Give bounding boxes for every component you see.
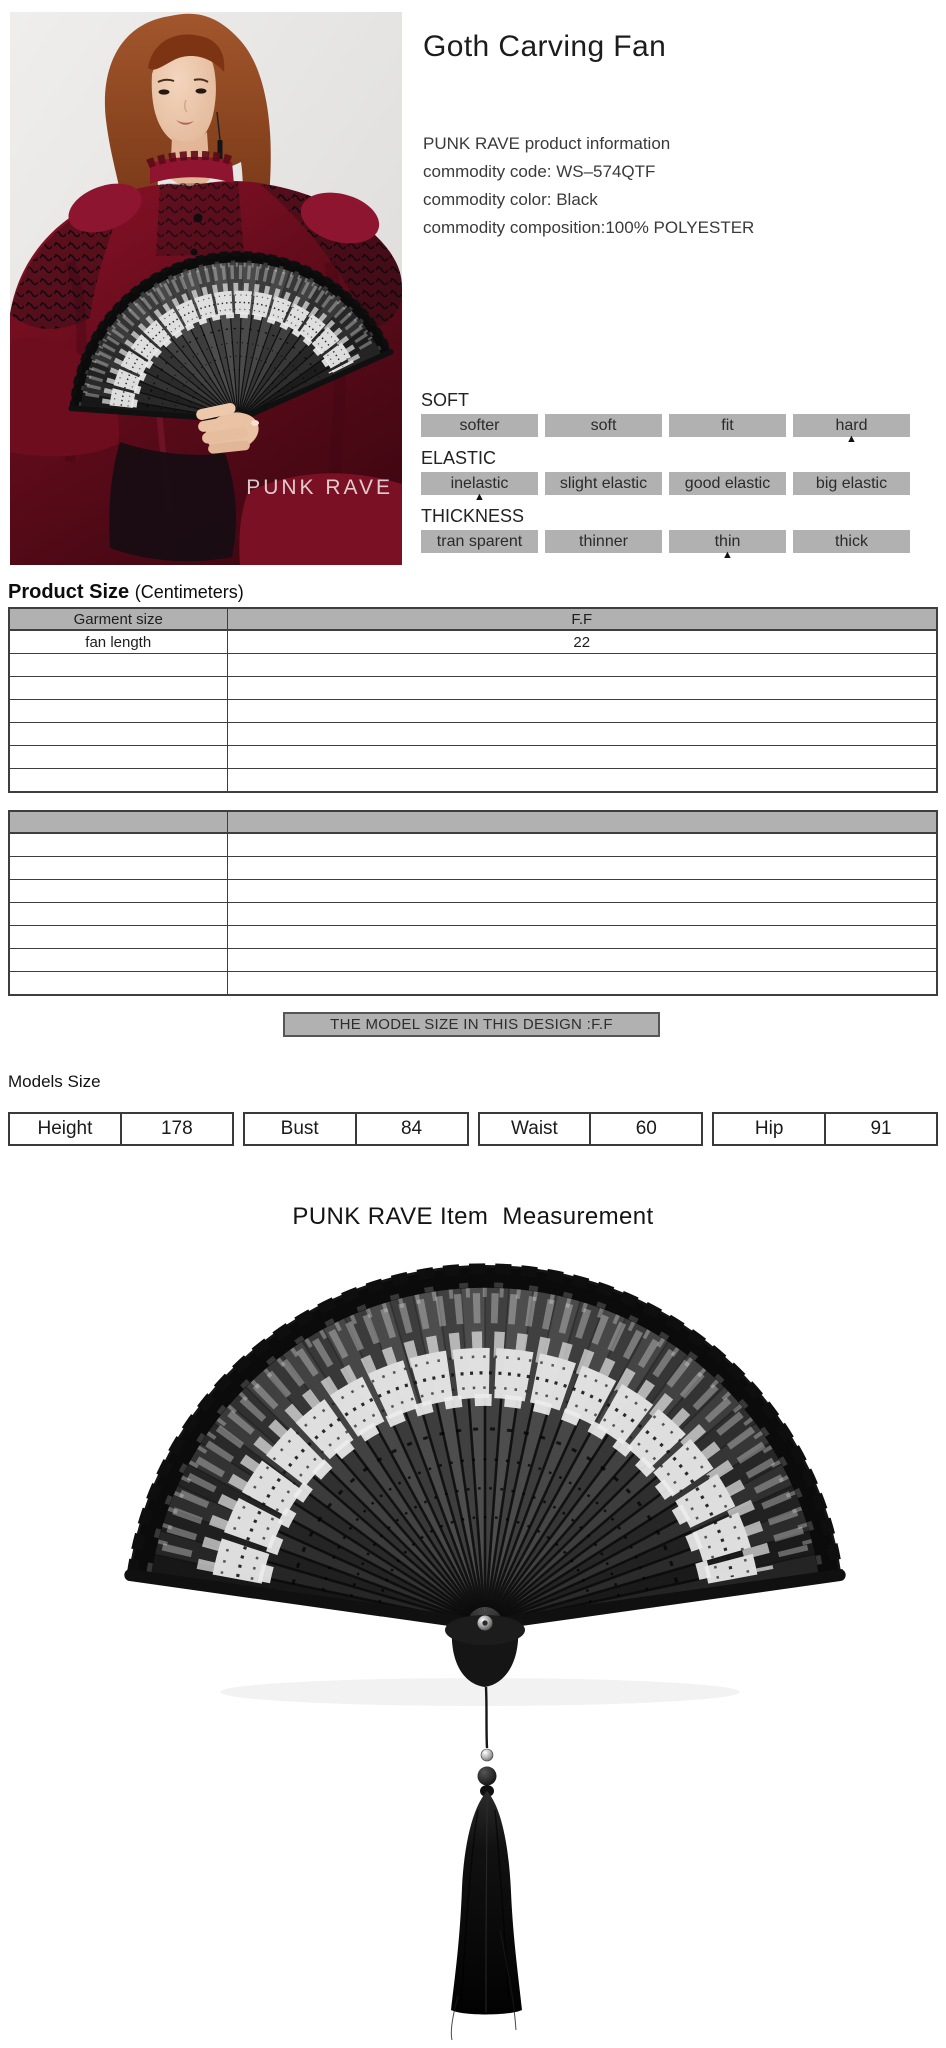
size-table-header-cell <box>227 811 937 833</box>
size-table-cell <box>227 654 937 677</box>
eye <box>159 89 170 94</box>
attribute-label: SOFT <box>421 390 469 410</box>
size-section-title <box>8 581 244 604</box>
button <box>194 214 203 223</box>
size-table-row <box>9 857 937 880</box>
size-table-cell <box>9 769 227 793</box>
attribute-option: thick <box>793 530 910 553</box>
selected-level-marker-icon: ▲ <box>846 433 857 445</box>
size-table-row <box>9 654 937 677</box>
model-measure-value: 60 <box>635 1118 657 1139</box>
button <box>191 249 198 256</box>
size-table-cell <box>9 880 227 903</box>
size-table-cell <box>227 903 937 926</box>
selected-level-marker-icon: ▲ <box>474 491 485 503</box>
attribute-option: slight elastic <box>545 472 662 495</box>
size-table-row <box>9 903 937 926</box>
selected-level-marker-icon: ▲ <box>722 549 733 561</box>
model-measure-label: Bust <box>245 1114 357 1144</box>
product-size-table <box>8 607 938 793</box>
attribute-option: inelastic <box>421 472 538 495</box>
size-table-cell <box>9 677 227 700</box>
attribute-scale-row <box>421 472 910 495</box>
attribute-marker-row <box>421 491 910 506</box>
attribute-label: ELASTIC <box>421 448 497 468</box>
models-size-table <box>8 1112 938 1146</box>
attribute-marker-row <box>421 433 910 448</box>
size-table-row <box>9 833 937 857</box>
measurement-title: PUNK RAVE Item Measurement <box>292 1203 654 1230</box>
model-photo <box>10 12 402 565</box>
size-table-cell <box>9 949 227 972</box>
attribute-option: fit <box>669 414 786 437</box>
attribute-option: thinner <box>545 530 662 553</box>
size-table-header-cell: F.F <box>227 608 937 630</box>
eye <box>196 88 207 93</box>
secondary-size-table <box>8 810 938 996</box>
model-measure-value: 84 <box>400 1118 423 1139</box>
size-table-row <box>9 700 937 723</box>
product-info-line: commodity code: WS–574QTF <box>423 162 656 181</box>
attribute-option: softer <box>421 414 538 437</box>
model-measure-group <box>8 1112 234 1146</box>
size-title-main: Product Size <box>8 581 130 603</box>
size-table-row <box>9 746 937 769</box>
attribute-option: tran sparent <box>421 530 538 553</box>
size-table-cell <box>9 723 227 746</box>
attribute-label: THICKNESS <box>421 506 525 526</box>
product-info-line: commodity color: Black <box>423 190 598 209</box>
size-table-cell <box>9 746 227 769</box>
fan-measurement-figure <box>0 1240 946 2048</box>
size-table-cell <box>227 926 937 949</box>
fan-product-art <box>0 1240 946 2048</box>
model-measure-value: 91 <box>870 1118 892 1139</box>
size-table-cell <box>9 972 227 996</box>
product-info <box>423 130 754 242</box>
product-info-line: PUNK RAVE product information <box>423 134 671 153</box>
photo-watermark: PUNK RAVE <box>246 476 393 499</box>
attribute-option: soft <box>545 414 662 437</box>
size-table-cell <box>227 723 937 746</box>
size-title-unit: (Centimeters) <box>134 582 244 602</box>
size-table-cell <box>9 833 227 857</box>
size-table-cell <box>9 926 227 949</box>
size-table-cell: 22 <box>227 630 937 654</box>
model-measure-group <box>243 1112 469 1146</box>
models-size-title: Models Size <box>8 1072 101 1091</box>
size-table-row <box>9 972 937 996</box>
attribute-scales <box>421 390 910 564</box>
lace-cuff <box>109 442 236 561</box>
model-measure-group <box>478 1112 704 1146</box>
model-size-note: THE MODEL SIZE IN THIS DESIGN :F.F <box>283 1012 660 1037</box>
size-table-cell <box>227 700 937 723</box>
model-measure-label: Hip <box>714 1114 826 1144</box>
size-table-row <box>9 926 937 949</box>
size-table-cell <box>227 880 937 903</box>
size-table-row <box>9 949 937 972</box>
size-table-cell <box>227 833 937 857</box>
attribute-option: good elastic <box>669 472 786 495</box>
size-table-header-cell <box>9 811 227 833</box>
attribute-scale-row <box>421 414 910 437</box>
size-table-row <box>9 880 937 903</box>
model-photo-art <box>10 12 402 565</box>
model-measure-label: Waist <box>480 1114 592 1144</box>
model-measure-label: Height <box>10 1114 122 1144</box>
size-table-row <box>9 677 937 700</box>
size-table-row <box>9 630 937 654</box>
size-table-cell <box>227 949 937 972</box>
model-measure-group <box>712 1112 938 1146</box>
attribute-option: thin <box>669 530 786 553</box>
size-table-cell <box>227 677 937 700</box>
attribute-option: big elastic <box>793 472 910 495</box>
size-table-cell <box>227 857 937 880</box>
size-table-cell <box>9 654 227 677</box>
size-table-cell <box>9 903 227 926</box>
size-table-cell <box>227 972 937 996</box>
size-table-cell <box>9 857 227 880</box>
size-table-cell <box>227 769 937 793</box>
attribute-scale-row <box>421 530 910 553</box>
page-title: Goth Carving Fan <box>423 30 667 64</box>
size-table-cell <box>227 746 937 769</box>
size-table-cell <box>9 700 227 723</box>
product-info-line: commodity composition:100% POLYESTER <box>423 218 755 237</box>
size-table-cell: fan length <box>9 630 227 654</box>
size-table-header-cell: Garment size <box>9 608 227 630</box>
attribute-option: hard <box>793 414 910 437</box>
attribute-marker-row <box>421 549 910 564</box>
model-measure-value: 178 <box>160 1118 193 1139</box>
size-table-row <box>9 723 937 746</box>
size-table-row <box>9 769 937 793</box>
